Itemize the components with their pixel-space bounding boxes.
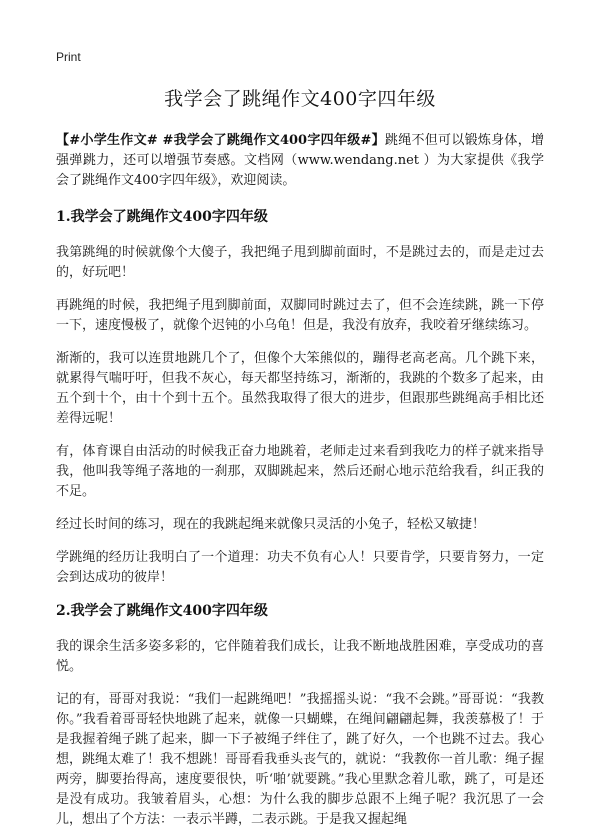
paragraph: 经过长时间的练习，现在的我跳起绳来就像只灵活的小兔子，轻松又敏捷！ [56,517,486,532]
intro-tags: 【#小学生作文# #我学会了跳绳作文400字四年级#】 [56,133,385,148]
document-title: 我学会了跳绳作文400字四年级 [164,88,436,110]
intro-text: 跳绳不但可以锻炼身体，增强弹跳力，还可以增强节奏感。文档网（www.wendang.net ）为大家提供《我学会了跳绳作文400字四年级》，欢迎阅读。 [56,133,544,188]
paragraph: 有，体育课自由活动的时候我正奋力地跳着，老师走过来看到我吃力的样子就来指导我，他叫我等绳子落地的一刹那，双脚跳起来，然后还耐心地示范给我看，纠正我的不足。 [56,444,544,499]
paragraph: 记的有，哥哥对我说：“我们一起跳绳吧！”我摇摇头说：“我不会跳。”哥哥说：“我教你。”我看着哥哥轻快地跳了起来，就像一只蝴蝶，在绳间翩翩起舞，我羡慕极了！于是我握着绳子跳了起来，脚一下子被绳子绊住了，跳了好久，一个也跳不过去。我心想，跳绳太难了！我不想跳！哥哥看我垂头丧气的，就说：“我教你一首儿歌：绳子握两旁，脚要抬得高，速度要很快，听‘啪’就要跳。”我心里默念着儿歌，跳了，可是还是没有成功。我皱着眉头，心想：为什么我的脚步总跟不上绳子呢？我沉思了一会儿，想出了个方法：一表示半蹲，二表示跳。于是我又握起绳 [56,692,544,827]
intro-paragraph [56,131,544,191]
section-1 [56,207,544,588]
section-heading: 1.我学会了跳绳作文400字四年级 [56,209,268,225]
section-2 [56,601,544,830]
paragraph: 再跳绳的时候，我把绳子甩到脚前面，双脚同时跳过去了，但不会连续跳，跳一下停一下，速度慢极了，就像个迟钝的小乌龟！但是，我没有放弃，我咬着牙继续练习。 [56,298,544,333]
paragraph: 渐渐的，我可以连贯地跳几个了，但像个大笨熊似的，蹦得老高老高。几个跳下来，就累得气喘吁吁，但我不灰心，每天都坚持练习，渐渐的，我跳的个数多了起来，由五个到十个，由十个到十五个。虽然我取得了很大的进步，但跟那些跳绳高手相比还差得远呢！ [56,351,544,426]
print-link[interactable]: Print [56,50,81,64]
paragraph: 学跳绳的经历让我明白了一个道理：功夫不负有心人！只要肯学，只要肯努力，一定会到达成功的彼岸！ [56,550,544,585]
paragraph: 我的课余生活多姿多彩的，它伴随着我们成长，让我不断地战胜困难，享受成功的喜悦。 [56,639,544,674]
paragraph: 我第跳绳的时候就像个大傻子，我把绳子甩到脚前面时，不是跳过去的，而是走过去的，好玩吧！ [56,245,544,280]
section-heading: 2.我学会了跳绳作文400字四年级 [56,603,268,619]
